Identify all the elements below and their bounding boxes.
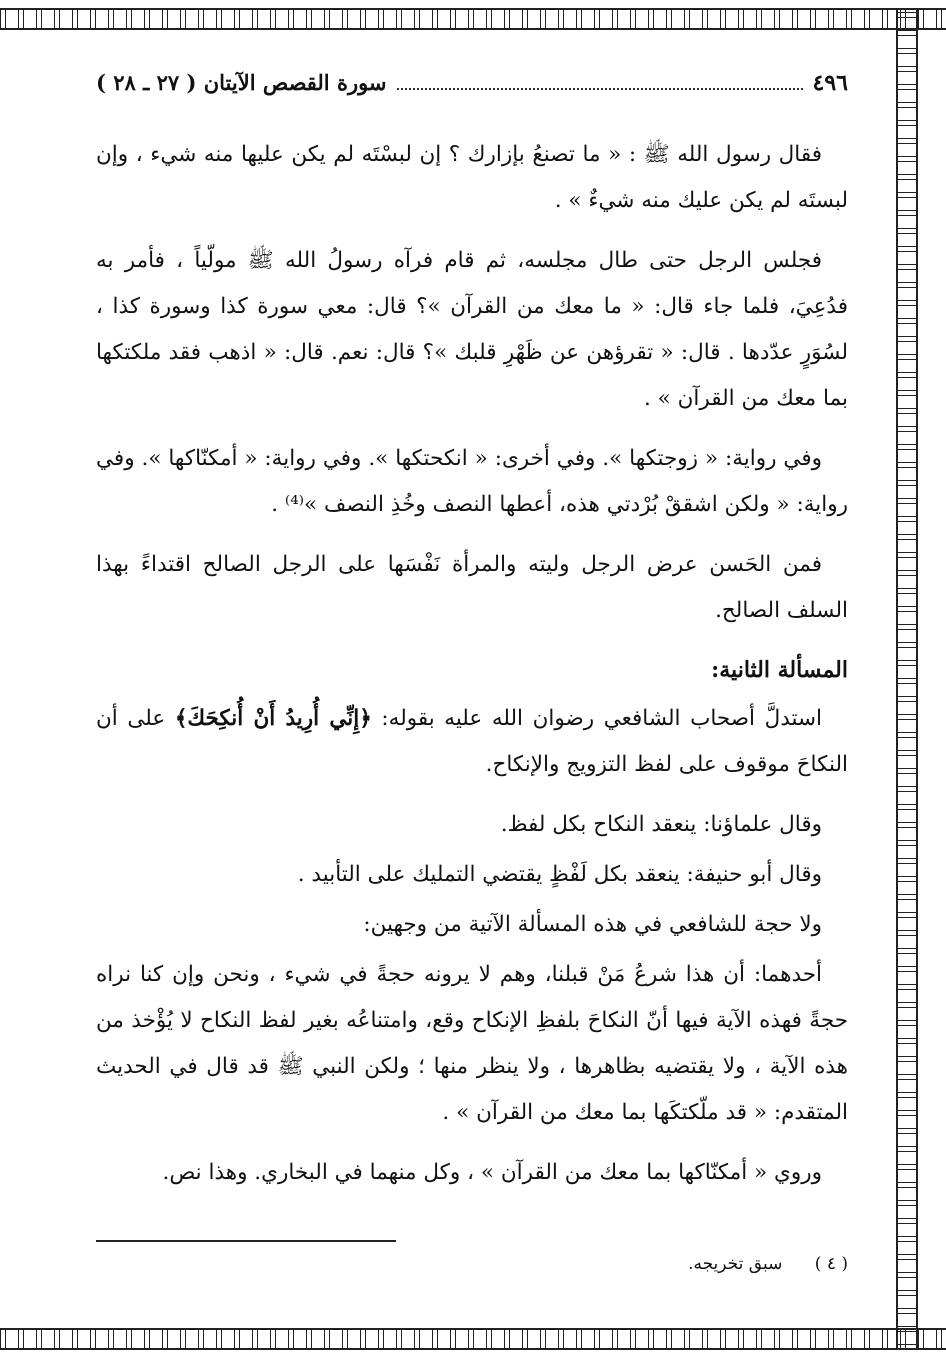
page-number: ٤٩٦ (812, 70, 848, 96)
paragraph-2: فجلس الرجل حتى طال مجلسه، ثم قام فرآه رسولُ الله ﷺ مولّياً ، فأمر به فدُعِيَ، فلما جاء قال: « ما معك من القرآن »؟ قال: معي سورة كذا وسورة كذا ، لسُوَرٍ عدّدها . قال: « تقرؤهن عن ظَهْرِ قلبك »؟ قال: نعم. قال: « اذهب فقد ملكتكها بما معك من القرآن » . (96, 248, 848, 411)
book-page (96, 70, 848, 1320)
footnote-number: ( ٤ ) (814, 1254, 848, 1274)
section-paragraph-2: وقال علماؤنا: ينعقد النكاح بكل لفظ. (500, 812, 822, 837)
section-title: المسألة الثانية: (711, 657, 848, 683)
page-header (96, 70, 848, 110)
footnote (688, 1254, 848, 1274)
section-paragraph-3: وقال أبو حنيفة: ينعقد بكل لَفْظٍ يقتضي التمليك على التأبيد . (297, 862, 822, 887)
section-paragraph-1-before: استدلَّ أصحاب الشافعي رضوان الله عليه بقوله: (371, 706, 822, 731)
paragraph-4: فمن الحَسن عرض الرجل وليته والمرأة نَفْسَها على الرجل الصالح اقتداءً بهذا السلف الصالح. (96, 552, 848, 623)
header-dot-leader (397, 87, 803, 90)
section-paragraph-4: ولا حجة للشافعي في هذه المسألة الآتية من وجهين: (363, 912, 822, 937)
running-title: سورة القصص الآيتان ( ٢٧ ـ ٢٨ ) (96, 70, 387, 95)
footnote-text: سبق تخريجه. (688, 1254, 783, 1274)
quran-verse: ﴿إِنِّي أُرِيدُ أَنْ أُنكِحَكَ﴾ (174, 706, 372, 731)
section-paragraph-6: وروي « أمكنّاكها بما معك من القرآن » ، وكل منهما في البخاري. وهذا نص. (162, 1160, 822, 1185)
footnote-separator (96, 1240, 396, 1242)
section-paragraph-5: أحدهما: أن هذا شرعُ مَنْ قبلنا، وهم لا يرونه حجةً في شيء ، ونحن وإن كنا نراه حجةً فهذه الآية فيها أنّ النكاحَ بلفظِ الإنكاح وقع، وامتناعُه بغير لفظ النكاح لا يُؤْخذ من هذه الآية ، ولا يقتضيه بظاهرها ، ولا ينظر منها ؛ ولكن النبي ﷺ قد قال في الحديث المتقدم: « قد ملّكتكَها بما معك من القرآن » . (96, 962, 848, 1125)
paragraph-3: وفي رواية: « زوجتكها ». وفي أخرى: « انكحتكها ». وفي رواية: « أمكنّاكها ». وفي رواية: « ولكن اشققْ بُرْدتي هذه، أعطها النصف وخُذِ النصف »⁽⁴⁾ . (96, 446, 848, 517)
decorative-border-top (0, 8, 946, 30)
decorative-border-bottom (0, 1328, 946, 1350)
decorative-border-right (896, 8, 918, 1350)
section-paragraph-1 (96, 696, 848, 788)
paragraph-1: فقال رسول الله ﷺ : « ما تصنعُ بإزارك ؟ إن لبسْتَه لم يكن عليها منه شيء ، وإن لبستَه لم يكن عليك منه شيءٌ » . (96, 142, 848, 213)
section-paragraph-1-after: على أن النكاحَ موقوف على لفظ التزويج والإنكاح. (96, 706, 848, 777)
